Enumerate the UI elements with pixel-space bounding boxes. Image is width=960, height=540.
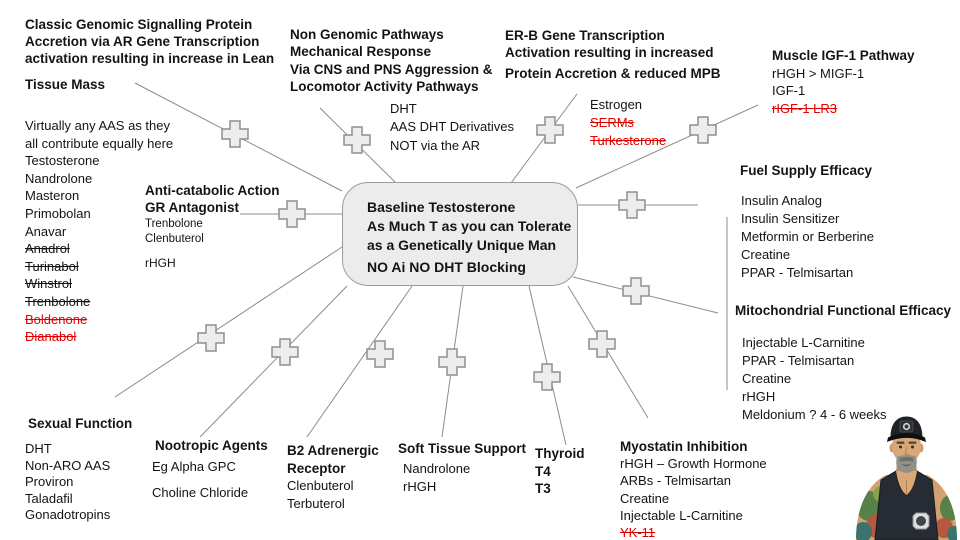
node-soft-tissue-title: [398, 440, 526, 458]
list-item: rHGH: [742, 389, 776, 404]
list-item: AAS DHT Derivatives: [390, 119, 515, 135]
tank-logo-icon: [913, 513, 929, 529]
list-item: Non-ARO AAS: [25, 457, 111, 473]
list-item: Trenbolone: [145, 218, 203, 230]
list-item: Anavar: [25, 223, 67, 239]
list-item: rHGH: [403, 479, 437, 494]
list-item: NOT via the AR: [390, 137, 481, 153]
list-item: Taladafil: [25, 490, 73, 506]
list-item: PPAR - Telmisartan: [741, 265, 854, 280]
list-item: Anadrol: [25, 241, 70, 257]
center-line: NO Ai NO DHT Blocking: [367, 259, 526, 275]
list-item: Insulin Sensitizer: [741, 211, 840, 226]
list-item: Choline Chloride: [152, 485, 249, 500]
list-item: Mitochondrial Functional Efficacy: [735, 303, 952, 318]
list-item: Thyroid: [535, 446, 585, 461]
list-item: Terbuterol: [287, 495, 345, 511]
list-item: Soft Tissue Support: [398, 441, 527, 456]
list-item: Accretion via AR Gene Transcription: [25, 34, 260, 49]
list-item: Masteron: [25, 188, 80, 204]
list-item: Activation resulting in increased: [505, 45, 714, 60]
plus-connector-icon: [439, 349, 465, 375]
list-item: Injectable L-Carnitine: [742, 335, 865, 350]
node-sexual-function-items: [25, 441, 110, 524]
list-item: rHGH – Growth Hormone: [620, 456, 767, 471]
plus-connector-icon: [279, 201, 305, 227]
list-item: Sexual Function: [28, 416, 133, 431]
list-item: Clenbuterol: [145, 233, 204, 245]
list-item: Nandrolone: [25, 170, 93, 186]
node-anti-catabolic-title: [145, 182, 280, 216]
list-item: Non Genomic Pathways: [290, 27, 444, 42]
node-myostatin-title: [620, 438, 748, 456]
node-dht: [390, 100, 514, 155]
connector-line: [307, 286, 412, 437]
list-item: Receptor: [287, 460, 346, 476]
node-soft-tissue-items: [403, 460, 470, 496]
list-item: Creatine: [741, 247, 791, 262]
list-item: Primobolan: [25, 205, 91, 221]
list-item: Turkesterone: [590, 133, 667, 148]
avatar-eyebrow: [897, 442, 905, 444]
list-item: YK-11: [620, 525, 656, 540]
list-item: T3: [535, 481, 551, 496]
avatar-eye: [911, 446, 914, 449]
node-nootropic-items: [152, 458, 248, 501]
list-item: ARBs - Telmisartan: [620, 473, 732, 489]
list-item: Nandrolone: [403, 461, 471, 476]
node-non-genomic: [290, 26, 493, 95]
list-item: Classic Genomic Signalling Protein: [25, 17, 253, 32]
connector-line: [200, 286, 347, 437]
list-item: PPAR - Telmisartan: [742, 353, 855, 368]
center-node: [342, 182, 578, 286]
bodybuilder-avatar-image: [853, 410, 960, 540]
cap-logo-icon: [900, 421, 913, 432]
list-item: Estrogen: [590, 97, 643, 112]
avatar-eye: [899, 446, 902, 449]
list-item: Fuel Supply Efficacy: [740, 163, 873, 178]
plus-connector-icon: [690, 117, 716, 143]
list-item: SERMs: [590, 115, 635, 130]
plus-connector-icon: [537, 117, 563, 143]
center-node-text: [343, 183, 577, 277]
list-item: Gonadotropins: [25, 507, 111, 523]
list-item: rHGH: [145, 256, 176, 270]
node-b2-adrenergic-items: [287, 477, 354, 512]
list-item: Testosterone: [25, 153, 100, 169]
node-sexual-function-title: [28, 415, 132, 433]
node-fuel-supply-title: [740, 162, 872, 180]
list-item: rHGH > MIGF-1: [772, 66, 865, 81]
list-item: Creatine: [620, 490, 670, 506]
list-item: Muscle IGF-1 Pathway: [772, 48, 915, 63]
list-item: ER-B Gene Transcription: [505, 28, 665, 43]
node-nootropic-title: [155, 437, 268, 455]
list-item: IGF-1: [772, 83, 806, 99]
list-item: Locomotor Activity Pathways: [290, 78, 479, 94]
center-line: Baseline Testosterone: [367, 199, 516, 215]
list-item: T4: [535, 463, 551, 479]
list-item: Boldenone: [25, 311, 88, 327]
node-muscle-igf1-items: [772, 65, 864, 117]
node-thyroid: [535, 445, 585, 498]
plus-connector-icon: [589, 331, 615, 357]
plus-connector-icon: [198, 325, 224, 351]
plus-connector-icon: [619, 192, 645, 218]
list-item: activation resulting in increase in Lean: [25, 51, 275, 66]
list-item: Trenbolone: [25, 293, 91, 309]
list-item: DHT: [25, 441, 52, 456]
node-mitochondrial-title: [735, 302, 951, 320]
list-item: Clenbuterol: [287, 478, 354, 493]
list-item: Metformin or Berberine: [741, 229, 874, 244]
node-classic-genomic-title: [25, 16, 274, 93]
list-item: Turinabol: [25, 258, 79, 274]
node-fuel-supply-items: [741, 192, 874, 282]
list-item: all contribute equally here: [25, 135, 174, 151]
list-item: Eg Alpha GPC: [152, 459, 236, 474]
list-item: Nootropic Agents: [155, 438, 268, 453]
avatar-eyebrow: [909, 442, 917, 444]
connector-line: [511, 94, 577, 183]
plus-connector-icon: [222, 121, 248, 147]
list-item: Dianabol: [25, 329, 77, 345]
list-item: DHT: [390, 101, 417, 116]
list-item: Myostatin Inhibition: [620, 439, 748, 454]
list-item: Tissue Mass: [25, 77, 106, 92]
list-item: Injectable L-Carnitine: [620, 507, 743, 523]
list-item: Protein Accretion & reduced MPB: [505, 66, 721, 81]
list-item: Anti-catabolic Action: [145, 183, 280, 198]
plus-connector-icon: [623, 278, 649, 304]
plus-connector-icon: [344, 127, 370, 153]
list-item: Virtually any AAS as they: [25, 118, 171, 133]
node-myostatin-items: [620, 455, 767, 540]
list-item: Insulin Analog: [741, 193, 822, 208]
list-item: Creatine: [742, 371, 792, 386]
node-b2-adrenergic-title: [287, 442, 379, 477]
connector-line: [568, 286, 648, 418]
plus-connector-icon: [534, 364, 560, 390]
list-item: B2 Adrenergic: [287, 443, 379, 458]
center-line: As Much T as you can Tolerate: [367, 218, 572, 234]
node-anti-catabolic-items: [145, 217, 204, 271]
list-item: GR Antagonist: [145, 200, 239, 215]
list-item: Winstrol: [25, 276, 72, 292]
list-item: Meldonium ? 4 - 6 weeks: [742, 407, 887, 422]
list-item: Via CNS and PNS Aggression &: [290, 61, 493, 77]
node-er-b: [505, 27, 721, 82]
list-item: rIGF-1 LR3: [772, 100, 838, 116]
list-item: Mechanical Response: [290, 44, 432, 60]
list-item: Proviron: [25, 474, 74, 490]
plus-connector-icon: [272, 339, 298, 365]
node-estrogen: [590, 96, 666, 150]
node-muscle-igf1-title: [772, 47, 915, 65]
center-line: as a Genetically Unique Man: [367, 237, 557, 253]
